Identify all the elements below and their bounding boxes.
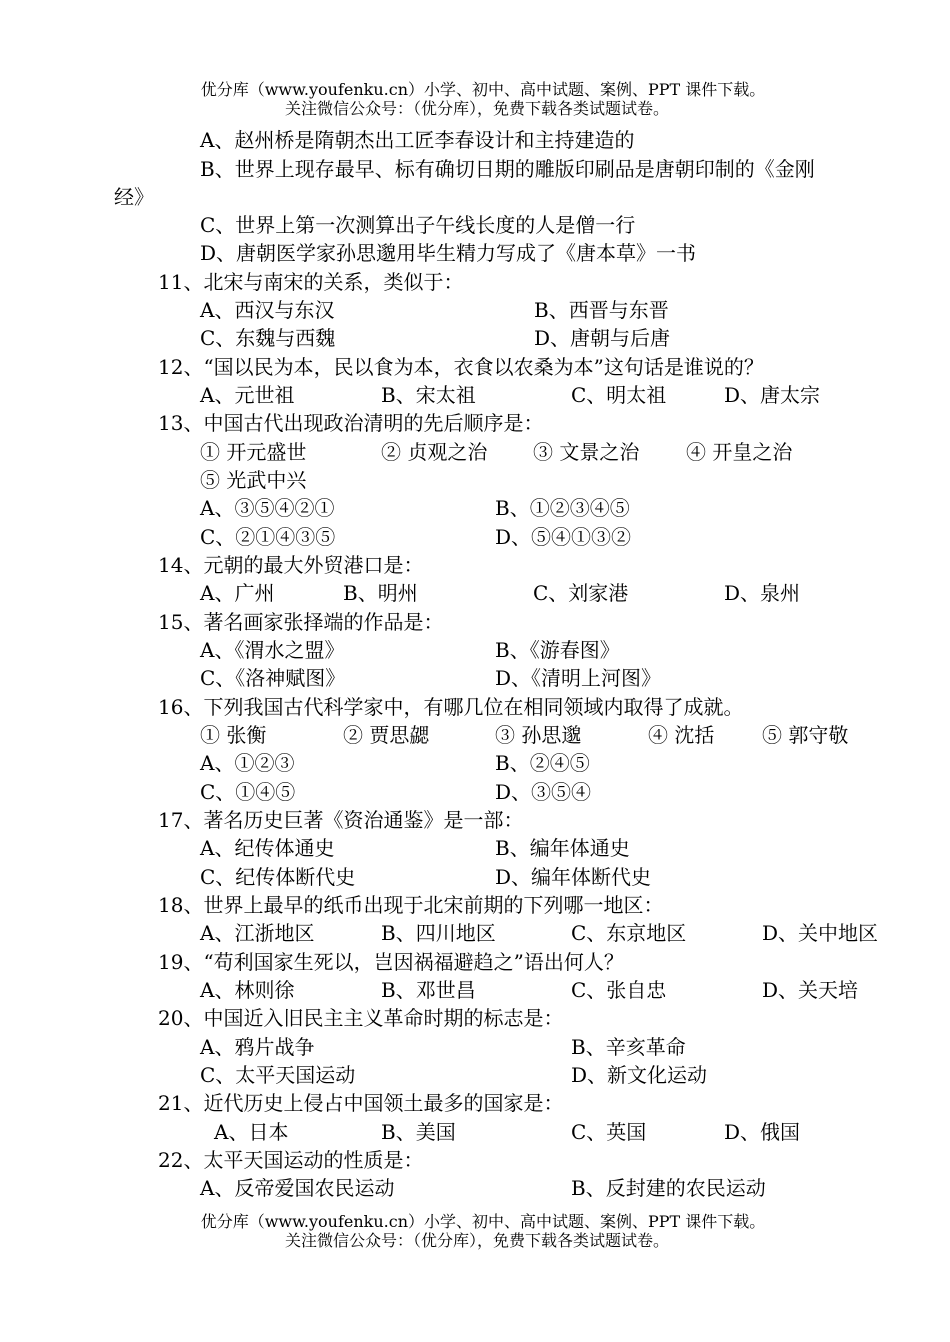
q11-option-b: B、西晋与东晋 [534,298,669,322]
q13-option-c: C、②①④③⑤ [200,525,336,549]
q13-item-1: ① 开元盛世 [200,440,307,464]
q14-option-a: A、广州 [200,581,275,605]
q21-option-c: C、英国 [571,1120,647,1144]
q22-option-b: B、反封建的农民运动 [571,1176,766,1200]
q13-option-a: A、③⑤④②① [200,496,335,520]
q16-item-3: ③ 孙思邈 [495,723,582,747]
q15-option-c: C、《洛神赋图》 [200,666,346,690]
q15-option-a: A、《渭水之盟》 [200,638,345,662]
header-line-2: 关注微信公众号：（优分库），免费下载各类试题试卷。 [284,99,669,118]
q21-option-a: A、日本 [214,1120,289,1144]
q17-option-b: B、编年体通史 [495,836,630,860]
q12-option-b: B、宋太祖 [381,383,476,407]
q13-option-b: B、①②③④⑤ [495,496,630,520]
q12-option-a: A、元世祖 [200,383,295,407]
q13-item-5: ⑤ 光武中兴 [200,468,307,492]
q11-stem: 11、北宋与南宋的关系，类似于： [158,270,464,294]
q16-option-b: B、②④⑤ [495,751,590,775]
page-header [0,80,950,118]
header-line-1: 优分库（www.youfenku.cn）小学、初中、高中试题、案例、PPT 课件下载。 [200,80,766,99]
q13-stem: 13、中国古代出现政治清明的先后顺序是： [158,411,544,435]
q10-option-a: A、赵州桥是隋朝杰出工匠李春设计和主持建造的 [200,128,635,152]
q15-stem: 15、著名画家张择端的作品是： [158,610,444,634]
q16-option-d: D、③⑤④ [495,780,592,804]
q11-option-a: A、西汉与东汉 [200,298,335,322]
q18-option-b: B、四川地区 [381,921,496,945]
q10-option-b: B、世界上现存最早、标有确切日期的雕版印刷品是唐朝印制的《金刚 [200,157,815,181]
q12-option-d: D、唐太宗 [724,383,821,407]
q11-option-c: C、东魏与西魏 [200,326,336,350]
q22-option-a: A、反帝爱国农民运动 [200,1176,395,1200]
q10-option-d: D、唐朝医学家孙思邈用毕生精力写成了《唐本草》一书 [200,241,697,265]
q15-option-d: D、《清明上河图》 [495,666,662,690]
q16-item-4: ④ 沈括 [648,723,715,747]
q14-stem: 14、元朝的最大外贸港口是： [158,553,424,577]
q18-stem: 18、世界上最早的纸币出现于北宋前期的下列哪一地区： [158,893,664,917]
q10-option-b-continued: 经》 [114,185,154,209]
q16-item-5: ⑤ 郭守敬 [762,723,849,747]
q12-stem: 12、“国以民为本，民以食为本，衣食以农桑为本”这句话是谁说的？ [158,355,764,379]
q14-option-c: C、刘家港 [533,581,629,605]
q21-option-d: D、俄国 [724,1120,801,1144]
footer-line-2: 关注微信公众号：（优分库），免费下载各类试题试卷。 [284,1231,669,1250]
q19-option-c: C、张自忠 [571,978,667,1002]
q10-option-c: C、世界上第一次测算出子午线长度的人是僧一行 [200,213,636,237]
q19-stem: 19、“苟利国家生死以，岂因祸福避趋之”语出何人？ [158,950,624,974]
q22-stem: 22、太平天国运动的性质是： [158,1148,424,1172]
q20-option-d: D、新文化运动 [571,1063,708,1087]
q16-option-a: A、①②③ [200,751,295,775]
q20-option-b: B、辛亥革命 [571,1035,686,1059]
q14-option-b: B、明州 [343,581,418,605]
q12-option-c: C、明太祖 [571,383,667,407]
q17-stem: 17、著名历史巨著《资治通鉴》是一部： [158,808,524,832]
q13-item-4: ④ 开皇之治 [686,440,793,464]
q13-item-3: ③ 文景之治 [533,440,640,464]
page-footer [0,1212,950,1250]
q19-option-b: B、邓世昌 [381,978,476,1002]
q20-option-a: A、鸦片战争 [200,1035,315,1059]
q17-option-a: A、纪传体通史 [200,836,335,860]
q15-option-b: B、《游春图》 [495,638,620,662]
footer-line-1: 优分库（www.youfenku.cn）小学、初中、高中试题、案例、PPT 课件下载。 [200,1212,766,1231]
q17-option-d: D、编年体断代史 [495,865,652,889]
q21-stem: 21、近代历史上侵占中国领土最多的国家是： [158,1091,564,1115]
q11-option-d: D、唐朝与后唐 [534,326,671,350]
q16-stem: 16、下列我国古代科学家中，有哪几位在相同领域内取得了成就。 [158,695,744,719]
q13-item-2: ② 贞观之治 [381,440,488,464]
q16-option-c: C、①④⑤ [200,780,296,804]
q16-item-1: ① 张衡 [200,723,267,747]
q20-stem: 20、中国近入旧民主主义革命时期的标志是： [158,1006,564,1030]
q18-option-d: D、关中地区 [762,921,879,945]
q20-option-c: C、太平天国运动 [200,1063,356,1087]
q19-option-a: A、林则徐 [200,978,295,1002]
q21-option-b: B、美国 [381,1120,456,1144]
q14-option-d: D、泉州 [724,581,801,605]
q18-option-c: C、东京地区 [571,921,687,945]
q18-option-a: A、江浙地区 [200,921,315,945]
q19-option-d: D、关天培 [762,978,859,1002]
q13-option-d: D、⑤④①③② [495,525,632,549]
q16-item-2: ② 贾思勰 [343,723,430,747]
q17-option-c: C、纪传体断代史 [200,865,356,889]
